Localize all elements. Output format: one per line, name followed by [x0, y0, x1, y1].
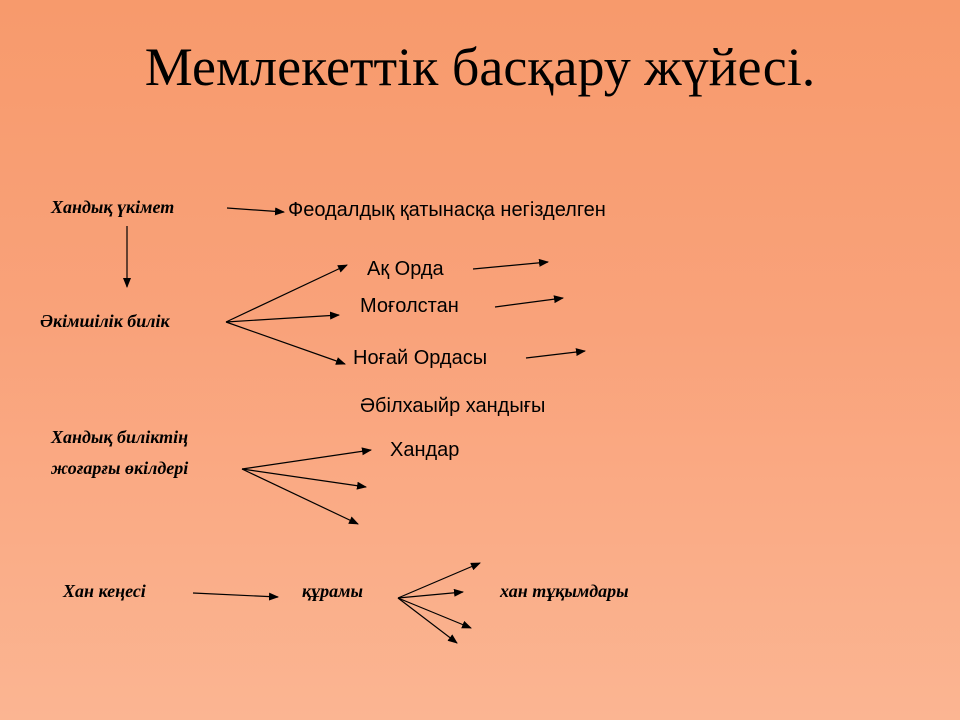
arrow-admin-to-ak-orda [226, 265, 347, 322]
arrow-composition-mid [398, 592, 463, 598]
arrow-nogai-right [526, 351, 585, 358]
arrow-composition-up [398, 563, 480, 598]
khans-text: Хандар [390, 439, 460, 461]
arrow-admin-to-nogai [226, 322, 345, 364]
arrow-admin-to-mogolstan [226, 315, 339, 322]
abulkhair-khanate-text: Әбілхаыйр хандығы [360, 395, 546, 417]
arrow-officials-to-khans [242, 450, 371, 469]
arrow-govt-to-feudal [227, 208, 284, 212]
arrow-council-to-composition [193, 593, 278, 597]
khan-government-label: Хандық үкімет [51, 197, 175, 217]
administrative-power-label: Әкімшілік билік [40, 311, 170, 331]
mogolstan-text: Моғолстан [360, 295, 459, 317]
highest-representatives-label-line2: жоғарғы өкілдері [51, 458, 189, 478]
arrow-mogolstan-right [495, 298, 563, 307]
composition-label: құрамы [302, 581, 363, 601]
khan-descendants-text: хан тұқымдары [500, 581, 629, 601]
nogai-horde-text: Ноғай Ордасы [353, 347, 488, 369]
arrow-composition-down [398, 598, 471, 628]
arrow-ak-orda-right [473, 262, 548, 269]
feudal-relations-text: Феодалдық қатынасқа негізделген [288, 199, 606, 221]
ak-orda-text: Ақ Орда [367, 258, 444, 280]
slide-title: Мемлекеттік басқару жүйесі. [144, 37, 816, 97]
khan-council-label: Хан кеңесі [63, 581, 146, 601]
arrow-composition-bottom [398, 598, 457, 643]
highest-representatives-label-line1: Хандық биліктің [51, 427, 189, 447]
